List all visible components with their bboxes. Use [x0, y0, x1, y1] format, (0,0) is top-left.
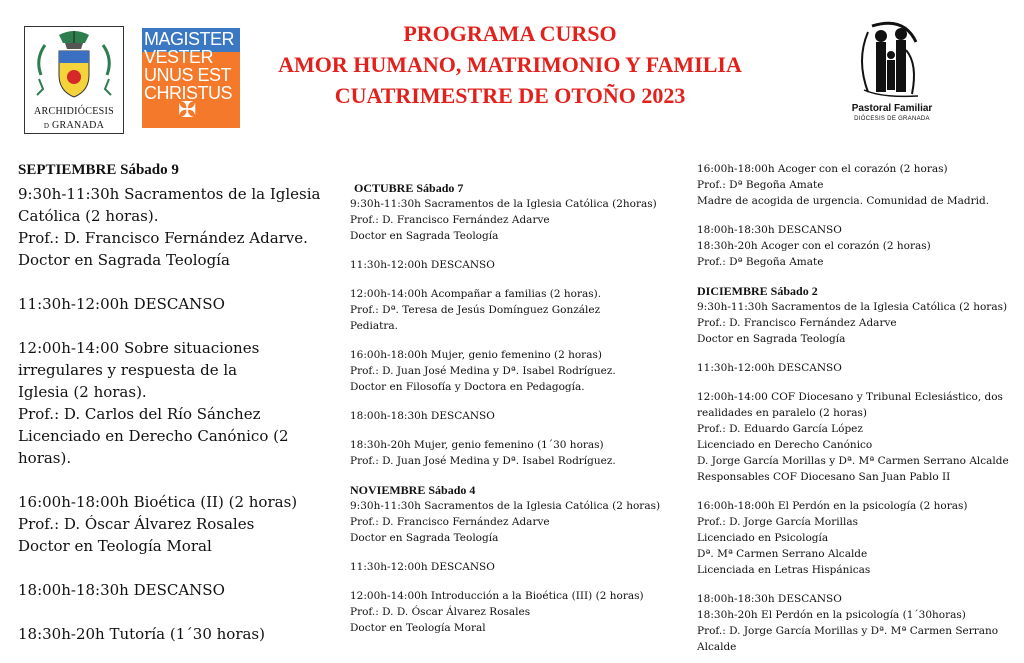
schedule-line: 16:00h-18:00h Bioética (II) (2 horas) — [18, 493, 298, 511]
september-column — [18, 160, 328, 645]
schedule-line: 16:00h-18:00h Acoger con el corazón (2 horas) — [697, 163, 948, 175]
schedule-line: Licenciado en Derecho Canónico — [697, 439, 873, 451]
schedule-line: 18:00h-18:30h DESCANSO — [18, 581, 225, 599]
schedule-line: 18:30h-20h Acoger con el corazón (2 horas) — [697, 240, 931, 252]
november-december-column — [697, 161, 1017, 655]
schedule-line: Prof.: D. Juan José Medina y Dª. Isabel Rodríguez. — [350, 455, 616, 467]
schedule-line: Prof.: Dª Begoña Amate — [697, 256, 824, 268]
pastoral-subcaption: DIÓCESIS DE GRANADA — [854, 116, 930, 122]
pastoral-familiar-logo — [842, 20, 942, 130]
family-figures-icon — [842, 20, 942, 100]
schedule-line: 9:30h-11:30h Sacramentos de la Iglesia Católica (2horas) — [350, 198, 657, 210]
schedule-line: Prof.: Dª. Teresa de Jesús Domínguez González — [350, 304, 601, 316]
november-heading: NOVIEMBRE Sábado 4 — [350, 483, 476, 497]
schedule-line: 12:00h-14:00 COF Diocesano y Tribunal Eclesiástico, dos — [697, 391, 1003, 403]
schedule-line: horas). — [18, 449, 72, 467]
title-line-1: PROGRAMA CURSO — [403, 21, 617, 46]
schedule-line: Prof.: D. Jorge García Morillas y Dª. Mª Carmen Serrano — [697, 625, 999, 637]
schedule-line: Prof.: D. Francisco Fernández Adarve. — [18, 229, 308, 247]
schedule-line: 16:00h-18:00h El Perdón en la psicología (2 horas) — [697, 500, 968, 512]
title-line-3: CUATRIMESTRE DE OTOÑO 2023 — [334, 83, 686, 108]
schedule-line: Prof.: D. Francisco Fernández Adarve — [697, 317, 897, 329]
title-line-2: AMOR HUMANO, MATRIMONIO Y FAMILIA — [278, 52, 742, 77]
december-heading: DICIEMBRE Sábado 2 — [697, 284, 818, 298]
schedule-line: 11:30h-12:00h DESCANSO — [350, 561, 495, 573]
schedule-line: Prof.: D. Jorge García Morillas — [697, 516, 858, 528]
magister-word-3: UNUS EST — [144, 65, 232, 85]
schedule-line: Prof.: D. Carlos del Río Sánchez — [18, 405, 261, 423]
schedule-line: 16:00h-18:00h Mujer, genio femenino (2 horas) — [350, 349, 602, 361]
schedule-line: Licenciada en Letras Hispánicas — [697, 564, 871, 576]
schedule-line: Alcalde — [697, 641, 737, 653]
magister-word-2: VESTER — [144, 47, 214, 67]
schedule-line: 9:30h-11:30h Sacramentos de la Iglesia Católica (2 horas) — [697, 301, 1008, 313]
schedule-line: Católica (2 horas). — [18, 207, 159, 225]
schedule-line: 18:30h-20h El Perdón en la psicología (1´30horas) — [697, 609, 966, 621]
schedule-line: Dª. Mª Carmen Serrano Alcalde — [697, 548, 868, 560]
schedule-line: Doctor en Sagrada Teología — [697, 333, 846, 345]
pastoral-caption: Pastoral Familiar — [851, 103, 933, 114]
schedule-line: 9:30h-11:30h Sacramentos de la Iglesia — [18, 185, 321, 203]
schedule-line: Prof.: D. Juan José Medina y Dª. Isabel Rodríguez. — [350, 365, 616, 377]
schedule-line: 9:30h-11:30h Sacramentos de la Iglesia Católica (2 horas) — [350, 500, 661, 512]
archdiocese-caption-1: ARCHIDIÓCESIS — [33, 106, 115, 117]
schedule-line: D. Jorge García Morillas y Dª. Mª Carmen Serrano Alcalde — [697, 455, 1009, 467]
schedule-line: 12:00h-14:00h Acompañar a familias (2 horas). — [350, 288, 602, 300]
schedule-line: 18:00h-18:30h DESCANSO — [697, 224, 842, 236]
schedule-line: Licenciado en Derecho Canónico (2 — [18, 427, 289, 445]
schedule-line: Doctor en Filosofía y Doctora en Pedagogía. — [350, 381, 585, 393]
schedule-line: Responsables COF Diocesano San Juan Pablo II — [697, 471, 951, 483]
schedule-line: Pediatra. — [350, 320, 398, 332]
magister-word-1: MAGISTER — [144, 29, 235, 49]
schedule-line: 11:30h-12:00h DESCANSO — [350, 259, 495, 271]
schedule-line: Madre de acogida de urgencia. Comunidad de Madrid. — [697, 195, 990, 207]
september-heading: SEPTIEMBRE Sábado 9 — [18, 162, 179, 178]
schedule-line: Prof.: D. D. Óscar Álvarez Rosales — [350, 606, 531, 618]
schedule-line: Prof.: D. Francisco Fernández Adarve — [350, 214, 550, 226]
magister-word-4: CHRISTUS — [144, 83, 233, 103]
schedule-line: Prof.: D. Francisco Fernández Adarve — [350, 516, 550, 528]
magister-logo — [142, 28, 240, 128]
schedule-line: Doctor en Sagrada Teología — [350, 230, 499, 242]
schedule-line: 11:30h-12:00h DESCANSO — [18, 295, 225, 313]
schedule-line: 18:30h-20h Mujer, genio femenino (1´30 horas) — [350, 439, 604, 451]
schedule-line: Licenciado en Psicología — [697, 532, 829, 544]
schedule-line: Doctor en Teología Moral — [18, 537, 212, 555]
schedule-line: Iglesia (2 horas). — [18, 383, 147, 401]
october-november-column — [350, 180, 660, 636]
schedule-line: realidades en paralelo (2 horas) — [697, 407, 867, 419]
schedule-line: Doctor en Sagrada Teología — [18, 251, 230, 269]
archdiocese-logo — [24, 26, 124, 134]
schedule-line: 12:00h-14:00h Introducción a la Bioética (III) (2 horas) — [350, 590, 644, 602]
schedule-line: Prof.: D. Óscar Álvarez Rosales — [18, 515, 255, 533]
schedule-line: 12:00h-14:00 Sobre situaciones — [18, 339, 260, 357]
archdiocese-caption-2: D GRANADA — [43, 120, 105, 131]
schedule-line: Prof.: D. Eduardo García López — [697, 423, 863, 435]
schedule-line: 18:00h-18:30h DESCANSO — [350, 410, 495, 422]
schedule-line: 18:30h-20h Tutoría (1´30 horas) — [18, 625, 265, 643]
october-heading: OCTUBRE Sábado 7 — [354, 181, 464, 195]
schedule-line: 18:00h-18:30h DESCANSO — [697, 593, 842, 605]
schedule-line: 11:30h-12:00h DESCANSO — [697, 362, 842, 374]
archdiocese-caption-2-text: GRANADA — [52, 120, 105, 131]
schedule-line: Prof.: Dª Begoña Amate — [697, 179, 824, 191]
coat-of-arms-icon — [25, 29, 123, 107]
schedule-line: Doctor en Teología Moral — [350, 622, 486, 634]
schedule-line: Doctor en Sagrada Teología — [350, 532, 499, 544]
cross-icon: ✠ — [178, 98, 197, 123]
page-title — [240, 18, 780, 111]
schedule-line: irregulares y respuesta de la — [18, 361, 238, 379]
